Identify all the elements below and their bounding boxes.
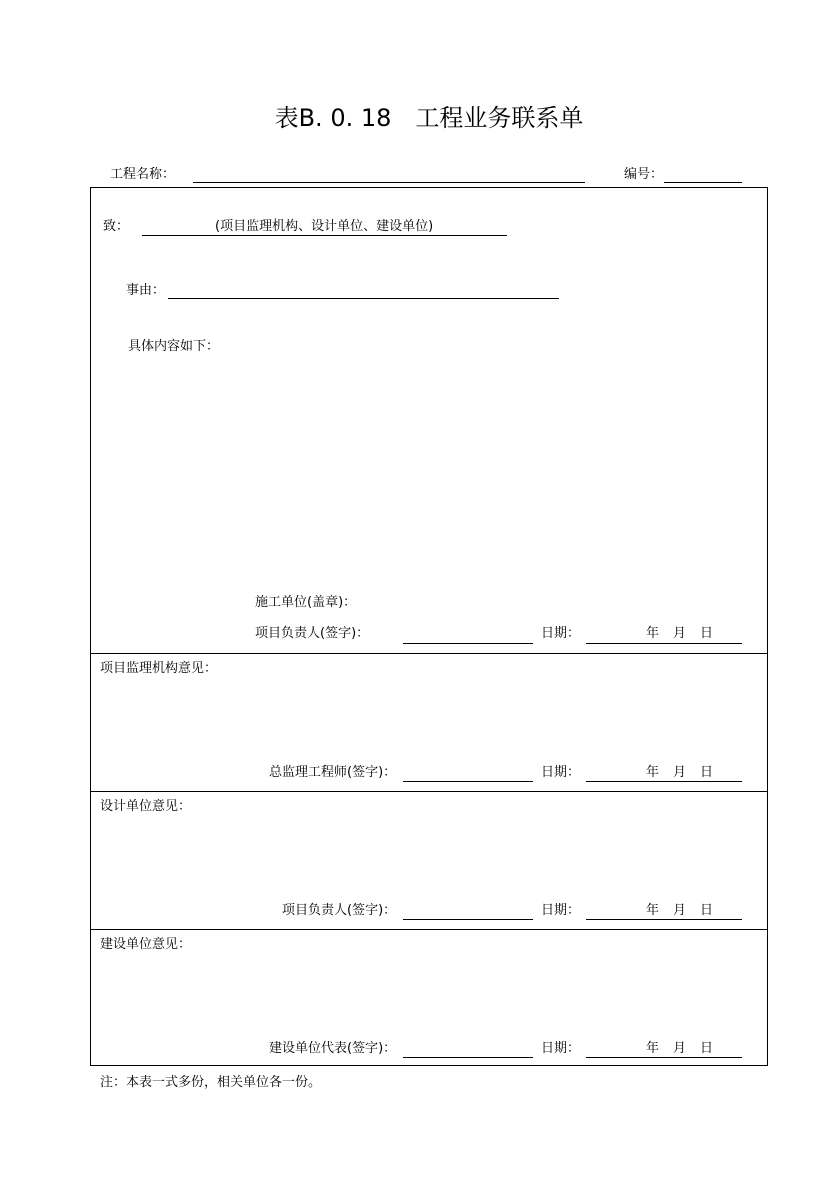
section-divider [90, 653, 768, 654]
month-label: 月 [673, 1041, 687, 1056]
to-label: 致： [103, 219, 130, 234]
date-label: 日期： [541, 765, 581, 780]
signature-field[interactable] [403, 643, 533, 644]
date-field[interactable] [586, 1057, 742, 1058]
signer-label: 总监理工程师(签字)： [269, 765, 397, 780]
month-label: 月 [673, 903, 687, 918]
contractor-stamp-label: 施工单位(盖章)： [255, 595, 357, 610]
day-label: 日 [700, 765, 714, 780]
date-field[interactable] [586, 643, 742, 644]
date-label: 日期： [541, 903, 581, 918]
signer-label: 项目负责人(签字)： [255, 626, 370, 641]
page-title: 表B. 0. 18 工程业务联系单 [274, 104, 584, 132]
recipient-field[interactable] [142, 235, 507, 236]
date-field[interactable] [586, 919, 742, 920]
footnote: 注：本表一式多份，相关单位各一份。 [100, 1075, 322, 1090]
month-label: 月 [673, 626, 687, 641]
section-heading: 项目监理机构意见： [100, 661, 218, 676]
section-divider [90, 929, 768, 930]
content-label: 具体内容如下： [128, 339, 220, 354]
signer-label: 项目负责人(签字)： [282, 903, 397, 918]
date-label: 日期： [541, 1041, 581, 1056]
year-label: 年 [646, 903, 660, 918]
recipient-parenthetical: (项目监理机构、设计单位、建设单位) [215, 219, 434, 234]
day-label: 日 [700, 626, 714, 641]
year-label: 年 [646, 765, 660, 780]
year-label: 年 [646, 626, 660, 641]
section-heading: 建设单位意见： [100, 937, 192, 952]
section-divider [90, 791, 768, 792]
day-label: 日 [700, 1041, 714, 1056]
project-name-label: 工程名称： [110, 167, 176, 182]
signature-field[interactable] [403, 1057, 533, 1058]
number-label: 编号： [624, 167, 664, 182]
section-heading: 设计单位意见： [100, 799, 192, 814]
date-label: 日期： [541, 626, 581, 641]
day-label: 日 [700, 903, 714, 918]
signature-field[interactable] [403, 919, 533, 920]
number-field[interactable] [664, 182, 742, 183]
year-label: 年 [646, 1041, 660, 1056]
project-name-field[interactable] [193, 182, 585, 183]
signer-label: 建设单位代表(签字)： [269, 1041, 397, 1056]
subject-field[interactable] [168, 298, 559, 299]
form-table [90, 187, 768, 1066]
signature-field[interactable] [403, 781, 533, 782]
month-label: 月 [673, 765, 687, 780]
subject-label: 事由： [126, 283, 166, 298]
date-field[interactable] [586, 781, 742, 782]
